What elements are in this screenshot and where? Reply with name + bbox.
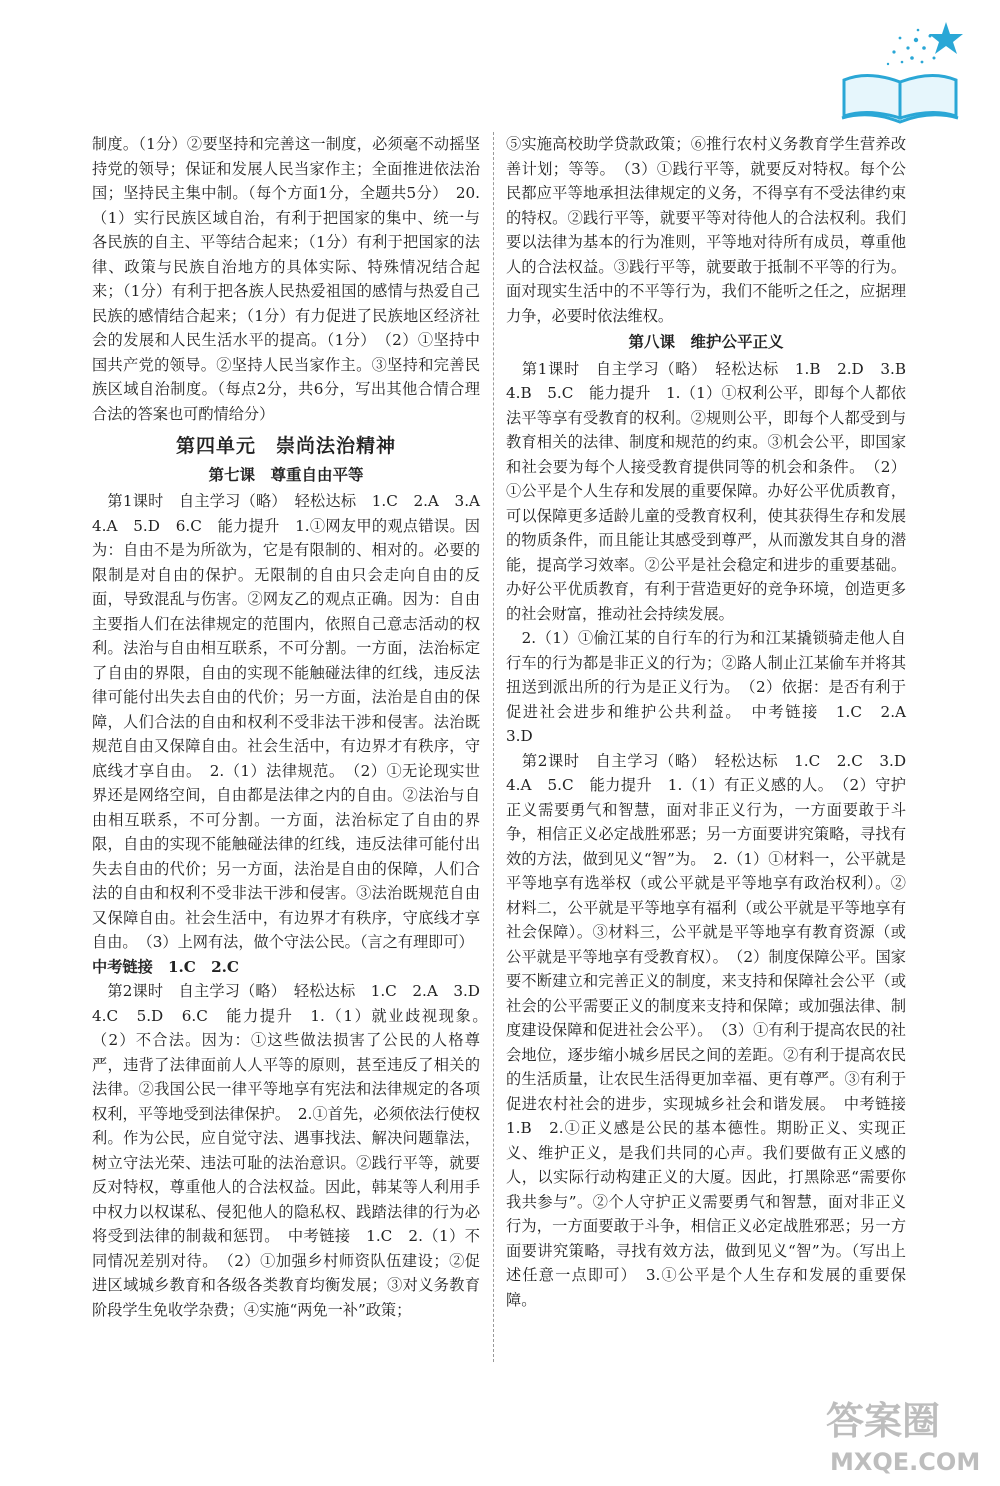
lesson8-title: 第八课 维护公平正义 (628, 333, 784, 351)
column-divider (493, 132, 494, 1362)
right-paragraph-4: 第2课时 自主学习（略） 轻松达标 1.C 2.C 3.D 4.A 5.C 能力提升 1.（1）有正义感的人。 （2）守护正义需要勇气和智慧，面对非正义行为，一方面要敢于斗争，相信正义必定战胜邪恶；另一方面要讲究策略，寻找有效的方法，做到见义“智”为。 2.（1）①材料一，公平就是平等地享有选举权（或公平就是平等地享有政治权利）。②材料二，公平就是平等地享有福利（或公平就是平等地享有社会保障）。③材料三，公平就是平等地享有教育资源（或公平就是平等地享有受教育权）。 （2）制度保障公平。国家要不断建立和完善正义的制度，来支持和保障社会公平（或社会的公平需要正义的制度来支持和保障；或加强法律、制度建设保障和促进社会公平）。 （3）①有利于提高农民的社会地位，逐步缩小城乡居民之间的差距。②有利于提高农民的生活质量，让农民生活得更加幸福、更有尊严。③有利于促进农村社会的进步，实现城乡社会和谐发展。 中考链接 1.B 2.①正义感是公民的基本德性。期盼正义、实现正义、维护正义，是我们共同的心声。我们要做有正义感的人，以实际行动构建正义的大厦。因此，打黑除恶“需要你我共参与”。②个人守护正义需要勇气和智慧，面对非正义行为，一方面要敢于斗争，相信正义必定战胜邪恶；另一方面要讲究策略，寻找有效方法，做到见义“智”为。（写出上述任意一点即可） 3.①公平是个人生存和发展的重要保障。 (506, 751, 922, 1309)
book-stars-logo-icon (838, 18, 968, 128)
right-paragraph-2: 第1课时 自主学习（略） 轻松达标 1.B 2.D 3.B 4.B 5.C 能力提升 1.（1）①权利公平，即每个人都依法平等享有受教育的权利。②规则公平，即每个人都受到与教育相关的法律、制度和规范的约束。③机会公平，即国家和社会要为每个人接受教育提供同等的机会和条件。 （2）①公平是个人生存和发展的重要保障。办好公平优质教育，可以保障更多适龄儿童的受教育权利，使其获得生存和发展的物质条件，而且能让其感受到尊严，从而激发其自身的潜能，提高学习效率。②公平是社会稳定和进步的重要基础。办好公平优质教育，有利于营造更好的竞争环境，创造更多的社会财富，推动社会持续发展。 (506, 359, 922, 623)
unit-title: 第四单元 崇尚法治精神 (175, 435, 396, 457)
left-column (92, 132, 496, 1322)
watermark-logo (820, 1390, 990, 1478)
left-paragraph-1: 制度。（1分）②要坚持和完善这一制度，必须毫不动摇坚持党的领导；保证和发展人民当家作主；全面推进依法治国；坚持民主集中制。（每个方面1分，全题共5分） 20.（1）实行民族区域自治，有利于把国家的集中、统一与各民族的自主、平等结合起来；（1分）有利于把国家的法律、政策与民族自治地方的具体实际、特殊情况结合起来；（1分）有利于把各族人民热爱祖国的感情与热爱自己民族的感情结合起来；（1分）有力促进了民族地区经济社会的发展和人民生活水平的提高。（1分） （2）①坚持中国共产党的领导。②坚持人民当家作主。③坚持和完善民族区域自治制度。（每点2分，共6分，写出其他合情合理合法的答案也可酌情给分） (92, 135, 480, 423)
lesson7-title: 第七课 尊重自由平等 (208, 465, 364, 484)
left-paragraph-4: 第2课时 自主学习（略） 轻松达标 1.C 2.A 3.D 4.C 5.D 6.C 能力提升 1.（1）就业歧视现象。 （2）不合法。因为：①这些做法损害了公民的人格尊严，违背了法律面前人人平等的原则，甚至违反了相关的法律。②我国公民一律平等地享有宪法和法律规定的各项权利，平等地受到法律保护。 2.①首先，必须依法行使权利。作为公民，应自觉守法、遇事找法、解决问题靠法，树立守法光荣、违法可耻的法治意识。②践行平等，就要反对特权，尊重他人的合法权益。因此，韩某等人利用手中权力以权谋私、侵犯他人的隐私权、践踏法律的行为必将受到法律的制裁和惩罚。 中考链接 1.C 2.（1）不同情况差别对待。 （2）①加强乡村师资队伍建设；②促进区域城乡教育和各级各类教育均衡发展；③对义务教育阶段学生免收学杂费；④实施“两免一补”政策； (92, 982, 496, 1319)
right-paragraph-3: 2.（1）①偷江某的自行车的行为和江某撬锁骑走他人自行车的行为都是非正义的行为；②路人制止江某偷车并将其扭送到派出所的行为是正义行为。 （2）依据：是否有利于促进社会进步和维护公共利益。 中考链接 1.C 2.A 3.D (506, 629, 922, 745)
watermark-bottom-text: MXQE.COM (830, 1448, 981, 1476)
left-paragraph-3: 中考链接 1.C 2.C (92, 957, 240, 976)
left-paragraph-2: 第1课时 自主学习（略） 轻松达标 1.C 2.A 3.A 4.A 5.D 6.C 能力提升 1.①网友甲的观点错误。因为：自由不是为所欲为，它是有限制的、相对的。必要的限制是对自由的保护。无限制的自由只会走向自由的反面，导致混乱与伤害。②网友乙的观点正确。因为：自由主要指人们在法律规定的范围内，依照自己意志活动的权利。法治与自由相互联系，不可分割。一方面，法治标定了自由的界限，自由的实现不能触碰法律的红线，违反法律可能付出失去自由的代价；另一方面，法治是自由的保障，人们合法的自由和权利不受非法干涉和侵害。法治既规范自由又保障自由。社会生活中，有边界才有秩序，守底线才享自由。 2.（1）法律规范。 （2）①无论现实世界还是网络空间，自由都是法律之内的自由。②法治与自由相互联系，不可分割。一方面，法治标定了自由的界限，自由的实现不能触碰法律的红线，违反法律可能付出失去自由的代价；另一方面，法治是自由的保障，人们合法的自由和权利不受非法干涉和侵害。③法治既规范自由又保障自由。社会生活中，有边界才有秩序，守底线才享自由。 （3）上网有法，做个守法公民。（言之有理即可） (92, 492, 496, 951)
right-column (506, 132, 922, 1312)
watermark-top-text: 答案圈 (826, 1399, 941, 1443)
right-paragraph-1: ⑤实施高校助学贷款政策；⑥推行农村义务教育学生营养改善计划；等等。 （3）①践行平等，就要反对特权。每个公民都应平等地承担法律规定的义务，不得享有不受法律约束的特权。②践行平等，就要平等对待他人的合法权利。我们要以法律为基本的行为准则，平等地对待所有成员，尊重他人的合法权益。③践行平等，就要敢于抵制不平等的行为。面对现实生活中的不平等行为，我们不能听之任之，应据理力争，必要时依法维权。 (506, 135, 906, 325)
